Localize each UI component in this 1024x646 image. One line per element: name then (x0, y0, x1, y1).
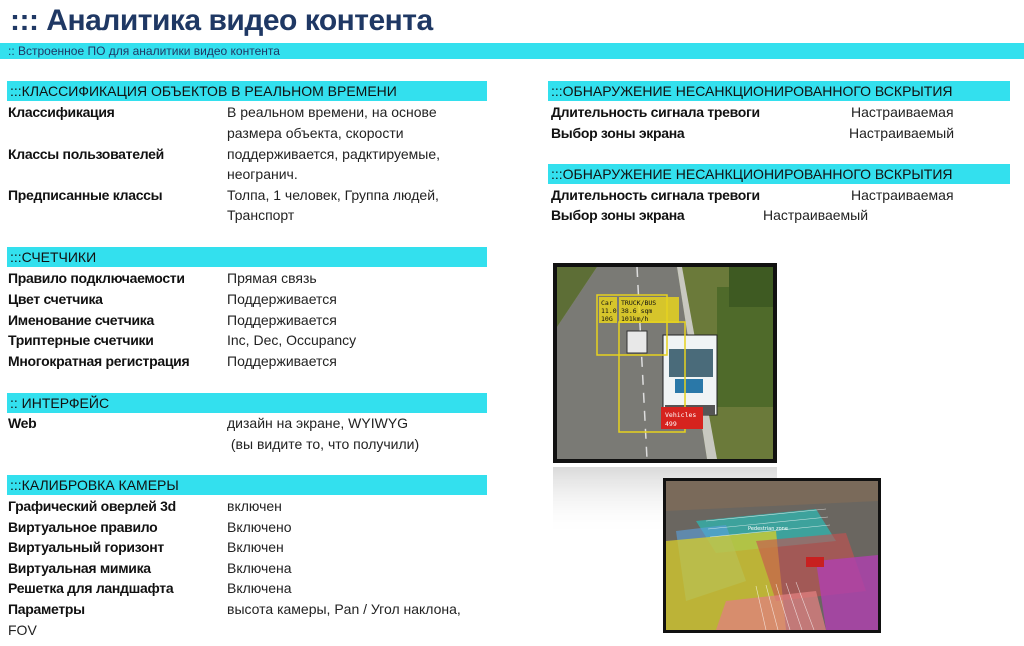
section-header-counters: :::СЧЕТЧИКИ (7, 247, 487, 267)
traffic-label: 499 (665, 420, 677, 428)
row-value: дизайн на экране, WYIWYG (227, 415, 409, 431)
subtitle: :: Встроенное ПО для аналитики видео контента (8, 44, 280, 58)
traffic-label: 101km/h (621, 315, 649, 323)
row-label: Предписанные классы (8, 187, 163, 203)
row-label: Выбор зоны экрана (551, 125, 685, 141)
subtitle-bar (0, 43, 1024, 59)
row-label: Многократная регистрация (8, 353, 190, 369)
row-label: Графический оверлей 3d (8, 498, 176, 514)
section-header-calibration: :::КАЛИБРОВКА КАМЕРЫ (7, 475, 487, 495)
row-value: Настраиваемый (849, 125, 955, 141)
calibration-label: Pedestrian zone (748, 526, 788, 532)
row-value-continued: Транспорт (227, 207, 295, 223)
calibration-grid-image (663, 478, 881, 633)
row-label: Решетка для ландшафта (8, 580, 174, 596)
traffic-label: TRUCK/BUS (621, 299, 657, 307)
row-label: Триптерные счетчики (8, 332, 154, 348)
section-header-tamper-1: :::ОБНАРУЖЕНИЕ НЕСАНКЦИОНИРОВАННОГО ВСКРЫТИЯ (548, 81, 1010, 101)
row-label: Цвет счетчика (8, 291, 103, 307)
row-value: высота камеры, Pan / Угол наклона, (227, 601, 461, 617)
row-label: Правило подключаемости (8, 270, 185, 286)
row-label: Виртуальная мимика (8, 560, 151, 576)
row-label: Виртуальный горизонт (8, 539, 164, 555)
row-label: Длительность сигнала тревоги (551, 187, 760, 203)
traffic-analytics-image (553, 263, 777, 463)
traffic-label: 38.6 sqm (621, 307, 653, 315)
row-value: Толпа, 1 человек, Группа людей, (227, 187, 439, 203)
traffic-label: 11.0 (601, 307, 617, 315)
row-value: Настраиваемая (851, 104, 954, 120)
row-value: Inc, Dec, Occupancy (227, 332, 357, 348)
row-value-continued: размера объекта, скорости (227, 125, 404, 141)
row-value-continued: FOV (8, 622, 37, 638)
row-value: В реальном времени, на основе (227, 104, 437, 120)
calibration-scene (666, 481, 878, 630)
row-label: Классификация (8, 104, 115, 120)
page-title: ::: Аналитика видео контента (10, 4, 433, 37)
traffic-label: Vehicles (665, 411, 697, 419)
row-label: Виртуальное правило (8, 519, 158, 535)
row-value: Поддерживается (227, 353, 337, 369)
row-value: Поддерживается (227, 312, 337, 328)
traffic-scene (557, 267, 773, 459)
section-header-interface: :: ИНТЕРФЕЙС (7, 393, 487, 413)
row-label: Классы пользователей (8, 146, 164, 162)
row-value: поддерживается, радктируемые, (227, 146, 441, 162)
row-label: Длительность сигнала тревоги (551, 104, 760, 120)
traffic-label: 10G (601, 315, 613, 323)
row-value: Включена (227, 580, 292, 596)
row-value: Настраиваемый (763, 207, 869, 223)
row-value: включен (227, 498, 282, 514)
row-label: Параметры (8, 601, 85, 617)
row-label: Именование счетчика (8, 312, 154, 328)
section-header-classification: :::КЛАССИФИКАЦИЯ ОБЪЕКТОВ В РЕАЛЬНОМ ВРЕМЕНИ (7, 81, 487, 101)
row-value: Поддерживается (227, 291, 337, 307)
section-header-tamper-2: :::ОБНАРУЖЕНИЕ НЕСАНКЦИОНИРОВАННОГО ВСКРЫТИЯ (548, 164, 1010, 184)
row-value-continued: неогранич. (227, 166, 298, 182)
row-value: Включено (227, 519, 292, 535)
row-label: Web (8, 415, 37, 431)
row-value-continued: (вы видите то, что получили) (227, 436, 420, 452)
row-value: Прямая связь (227, 270, 317, 286)
row-value: Настраиваемая (851, 187, 954, 203)
row-value: Включен (227, 539, 284, 555)
row-label: Выбор зоны экрана (551, 207, 685, 223)
row-value: Включена (227, 560, 292, 576)
traffic-label: Car (601, 299, 613, 307)
